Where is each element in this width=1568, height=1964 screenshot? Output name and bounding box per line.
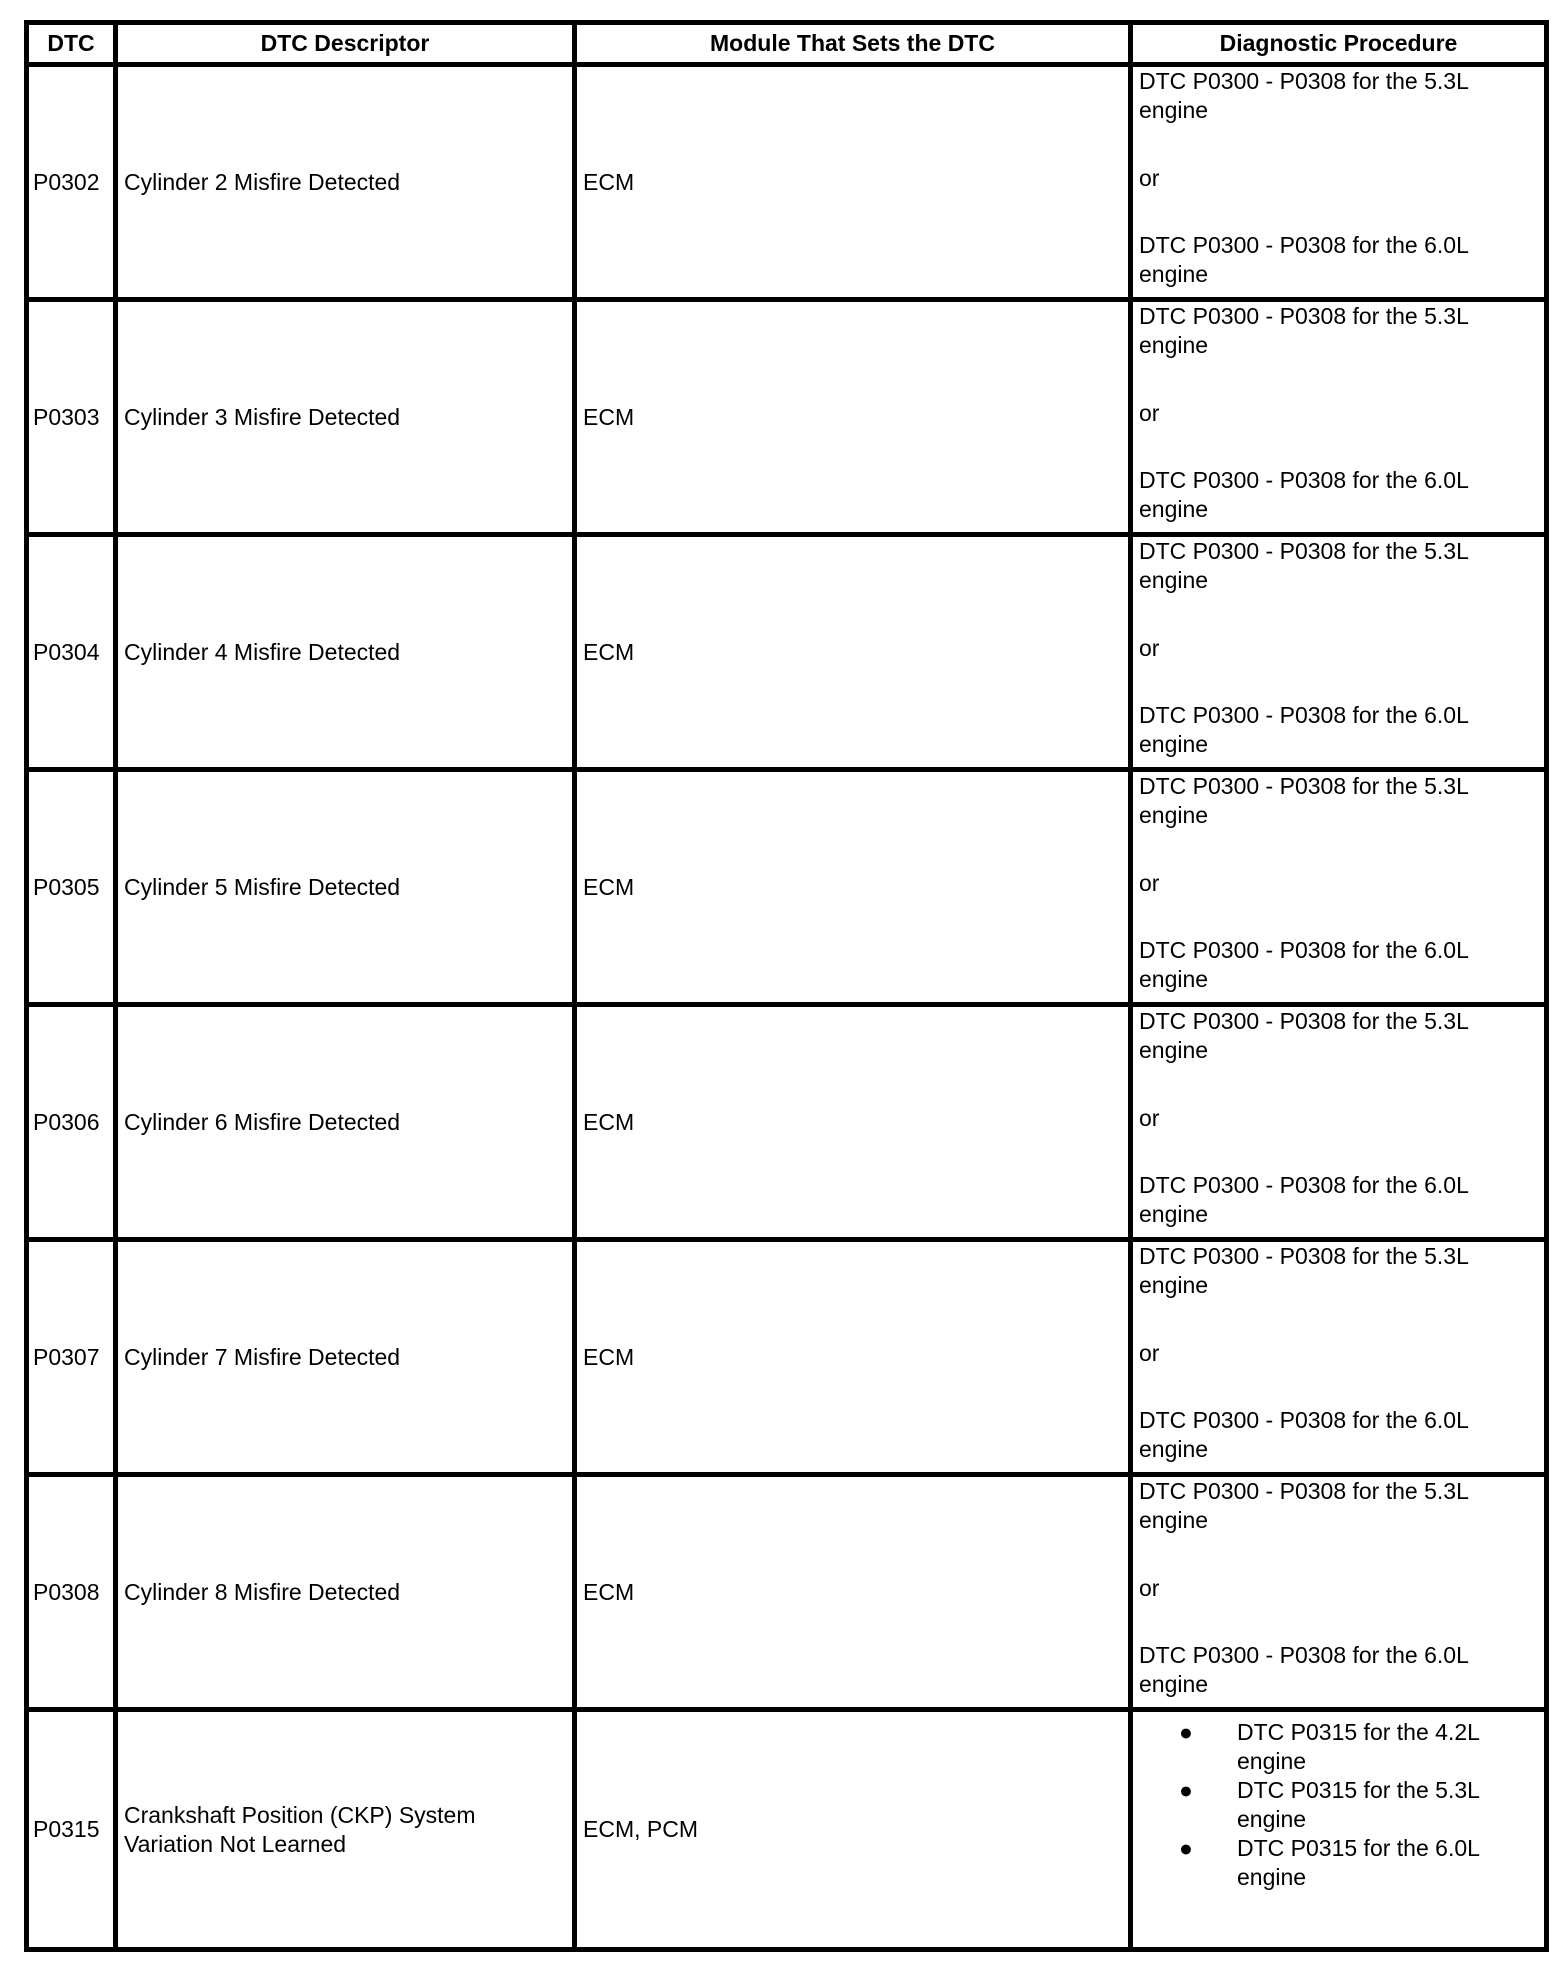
procedure-link-5-3l[interactable]: DTC P0300 - P0308 for the 5.3L engine [1139,1008,1469,1063]
procedure-link-4-2l[interactable]: DTC P0315 for the 4.2L engine [1237,1719,1480,1774]
procedure-link-5-3l[interactable]: DTC P0300 - P0308 for the 5.3L engine [1139,68,1469,123]
module-name: ECM [575,770,1131,1005]
diagnostic-procedure [1131,1240,1547,1475]
procedure-link-6-0l[interactable]: DTC P0300 - P0308 for the 6.0L engine [1139,1642,1469,1697]
procedure-or: or [1139,400,1160,426]
procedure-or: or [1139,1105,1160,1131]
list-item [1179,1834,1538,1892]
dtc-descriptor: Cylinder 5 Misfire Detected [116,770,575,1005]
dtc-table [24,20,1549,1952]
procedure-link-5-3l[interactable]: DTC P0300 - P0308 for the 5.3L engine [1139,1243,1469,1298]
dtc-code: P0315 [27,1710,116,1950]
module-name: ECM, PCM [575,1710,1131,1950]
table-row [27,1475,1547,1710]
procedure-link-6-0l[interactable]: DTC P0315 for the 6.0L engine [1237,1835,1480,1890]
table-row [27,1005,1547,1240]
diagnostic-procedure [1131,1005,1547,1240]
diagnostic-procedure [1131,535,1547,770]
table-row [27,65,1547,300]
diagnostic-procedure [1131,300,1547,535]
procedure-link-6-0l[interactable]: DTC P0300 - P0308 for the 6.0L engine [1139,1172,1469,1227]
dtc-code: P0305 [27,770,116,1005]
procedure-link-5-3l[interactable]: DTC P0300 - P0308 for the 5.3L engine [1139,773,1469,828]
procedure-or: or [1139,165,1160,191]
dtc-code: P0307 [27,1240,116,1475]
bullet-icon: ● [1179,1777,1193,1803]
dtc-code: P0306 [27,1005,116,1240]
table-header-row [27,23,1547,65]
procedure-or: or [1139,1340,1160,1366]
module-name: ECM [575,300,1131,535]
procedure-or: or [1139,1575,1160,1601]
procedure-link-5-3l[interactable]: DTC P0300 - P0308 for the 5.3L engine [1139,1478,1469,1533]
dtc-code: P0302 [27,65,116,300]
dtc-descriptor: Cylinder 3 Misfire Detected [116,300,575,535]
header-dtc-descriptor: DTC Descriptor [116,23,575,65]
module-name: ECM [575,1240,1131,1475]
header-module: Module That Sets the DTC [575,23,1131,65]
header-dtc: DTC [27,23,116,65]
procedure-bullet-list [1139,1718,1538,1892]
procedure-link-5-3l[interactable]: DTC P0300 - P0308 for the 5.3L engine [1139,303,1469,358]
table-row [27,1240,1547,1475]
procedure-link-5-3l[interactable]: DTC P0315 for the 5.3L engine [1237,1777,1480,1832]
list-item [1179,1776,1538,1834]
dtc-descriptor: Cylinder 7 Misfire Detected [116,1240,575,1475]
header-diagnostic-procedure: Diagnostic Procedure [1131,23,1547,65]
table-row [27,770,1547,1005]
table-row [27,535,1547,770]
list-item [1179,1718,1538,1776]
dtc-code: P0304 [27,535,116,770]
procedure-or: or [1139,870,1160,896]
procedure-link-6-0l[interactable]: DTC P0300 - P0308 for the 6.0L engine [1139,702,1469,757]
bullet-icon: ● [1179,1835,1193,1861]
procedure-link-6-0l[interactable]: DTC P0300 - P0308 for the 6.0L engine [1139,232,1469,287]
diagnostic-procedure [1131,1710,1547,1950]
diagnostic-procedure [1131,770,1547,1005]
dtc-descriptor: Cylinder 8 Misfire Detected [116,1475,575,1710]
bullet-icon: ● [1179,1719,1193,1745]
table-row [27,300,1547,535]
dtc-descriptor: Crankshaft Position (CKP) System Variation Not Learned [116,1710,575,1950]
table-row [27,1710,1547,1950]
diagnostic-procedure [1131,65,1547,300]
procedure-link-6-0l[interactable]: DTC P0300 - P0308 for the 6.0L engine [1139,467,1469,522]
dtc-code: P0303 [27,300,116,535]
module-name: ECM [575,65,1131,300]
module-name: ECM [575,1005,1131,1240]
procedure-or: or [1139,635,1160,661]
procedure-link-6-0l[interactable]: DTC P0300 - P0308 for the 6.0L engine [1139,1407,1469,1462]
module-name: ECM [575,535,1131,770]
dtc-descriptor: Cylinder 6 Misfire Detected [116,1005,575,1240]
dtc-descriptor: Cylinder 2 Misfire Detected [116,65,575,300]
procedure-link-6-0l[interactable]: DTC P0300 - P0308 for the 6.0L engine [1139,937,1469,992]
module-name: ECM [575,1475,1131,1710]
procedure-link-5-3l[interactable]: DTC P0300 - P0308 for the 5.3L engine [1139,538,1469,593]
diagnostic-procedure [1131,1475,1547,1710]
dtc-code: P0308 [27,1475,116,1710]
dtc-descriptor: Cylinder 4 Misfire Detected [116,535,575,770]
